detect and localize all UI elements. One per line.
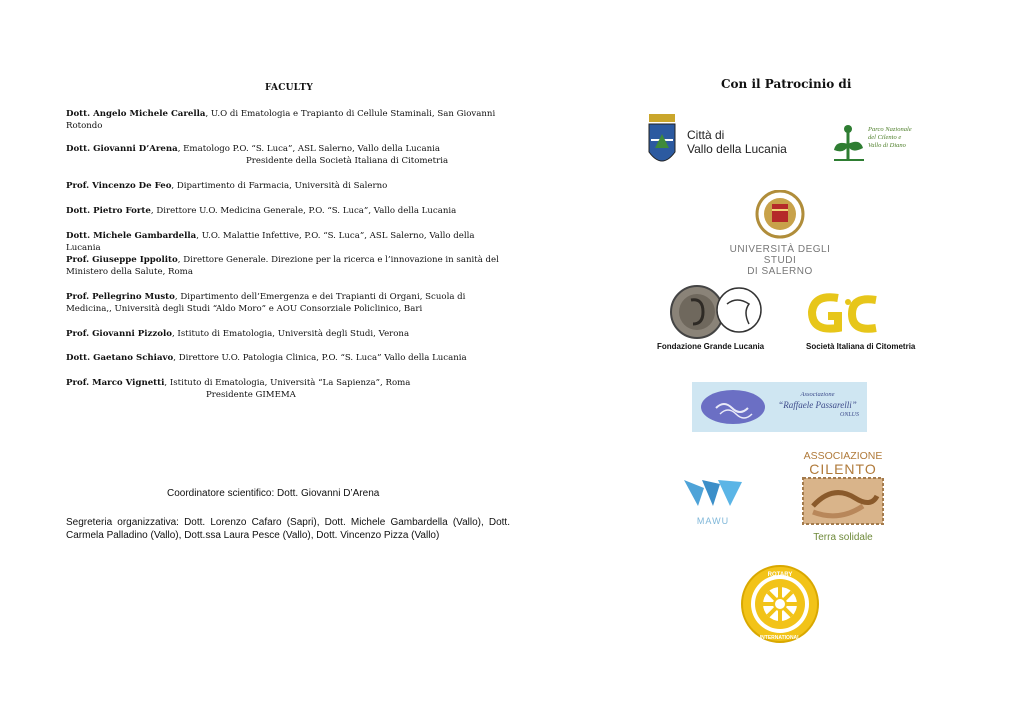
unisa-line2: DI SALERNO <box>747 266 813 277</box>
faculty-extra: Presidente GIMEMA <box>206 389 296 400</box>
faculty-desc: , Istituto di Ematologia, Università degli Studi, Verona <box>171 329 410 339</box>
unisa-seal-icon <box>715 190 845 240</box>
faculty-name: Dott. Pietro Forte <box>66 206 151 216</box>
unisa-line1: UNIVERSITÀ DEGLI STUDI <box>729 244 831 266</box>
faculty-desc: , U.O. Malattie Infettive, P.O. “S. Luca”, ASL Salerno, Vallo della Lucania <box>66 231 475 253</box>
segreteria-organizzativa: Segreteria organizzativa: Dott. Lorenzo Cafaro (Sapri), Dott. Michele Gambardella (Vallo), Dott. Carmela Palladino (Vallo), Dott.ssa Laura Pesce (Vallo), Dott. Vincenzo Pizza (Vallo) <box>66 517 510 541</box>
faculty-entry <box>66 181 506 193</box>
faculty-entry <box>66 206 506 218</box>
faculty-name: Prof. Marco Vignetti <box>66 378 165 388</box>
mawu-logo <box>682 476 744 526</box>
faculty-desc: , Direttore U.O. Medicina Generale, P.O. “S. Luca”, Vallo della Lucania <box>150 206 457 216</box>
fondazione-medallion-icon <box>657 284 777 340</box>
fondazione-caption: Fondazione Grande Lucania <box>657 342 765 351</box>
cilento-line3: Terra solidale <box>813 532 873 543</box>
rotary-wheel-icon <box>739 563 821 645</box>
passarelli-line3: ONLUS <box>839 412 859 418</box>
faculty-desc: , Ematologo P.O. “S. Luca”, ASL Salerno, Vallo della Lucania <box>177 144 441 154</box>
faculty-name: Dott. Angelo Michele Carella <box>66 109 206 119</box>
fondazione-logo <box>657 284 777 354</box>
faculty-extra: Presidente della Società Italiana di Citometria <box>246 155 449 166</box>
faculty-entry <box>66 353 506 365</box>
parco-logo <box>830 120 915 165</box>
faculty-entry <box>66 292 506 315</box>
faculty-entry <box>66 255 506 278</box>
cilento-line1: ASSOCIAZIONE <box>803 450 883 462</box>
faculty-desc: , Dipartimento di Farmacia, Università di Salerno <box>171 181 388 191</box>
cilento-logo <box>793 450 893 546</box>
faculty-name: Dott. Michele Gambardella <box>66 231 197 241</box>
svg-text:ROTARY: ROTARY <box>767 572 793 578</box>
unisa-logo <box>715 190 845 277</box>
passarelli-logo <box>692 382 867 432</box>
faculty-desc: , U.O di Ematologia e Trapianto di Cellule Staminali, San Giovanni Rotondo <box>66 109 496 131</box>
faculty-desc: , Direttore U.O. Patologia Clinica, P.O. “S. Luca” Vallo della Lucania <box>173 353 467 363</box>
passarelli-wave-icon <box>698 388 768 426</box>
rotary-logo <box>739 563 821 645</box>
sic-logo <box>806 290 916 354</box>
sic-caption: Società Italiana di Citometria <box>806 342 916 351</box>
faculty-name: Prof. Giuseppe Ippolito <box>66 255 178 265</box>
faculty-desc: , Dipartimento dell’Emergenza e dei Trapianti di Organi, Scuola di Medicina,, Università degli Studi “Aldo Moro” e AOU Consorziale Policlinico, Bari <box>66 292 466 314</box>
faculty-entry <box>66 144 506 167</box>
mawu-text: MAWU <box>696 516 730 526</box>
faculty-name: Dott. Giovanni D’Arena <box>66 144 178 154</box>
faculty-entry <box>66 378 506 401</box>
faculty-entry <box>66 231 506 254</box>
faculty-entry <box>66 109 506 132</box>
parco-text: Parco Nazionale del Cilento e Vallo di Diano <box>868 126 912 149</box>
svg-text:INTERNATIONAL: INTERNATIONAL <box>759 635 801 641</box>
faculty-entry <box>66 329 506 341</box>
mawu-butterfly-icon <box>682 476 744 512</box>
faculty-title: FACULTY <box>265 83 313 93</box>
vallo-crest-icon <box>645 112 805 174</box>
cilento-line2: CILENTO <box>809 461 877 477</box>
faculty-desc: , Direttore Generale. Direzione per la ricerca e l’innovazione in sanità del Ministero della Salute, Roma <box>66 255 499 277</box>
faculty-desc: , Istituto di Ematologia, Università “La Sapienza”, Roma <box>164 378 411 388</box>
coordinatore-scientifico: Coordinatore scientifico: Dott. Giovanni D’Arena <box>167 488 380 499</box>
sic-logo-icon <box>806 290 886 336</box>
passarelli-line1: Associazione <box>800 391 835 398</box>
patrocinio-title: Con il Patrocinio di <box>721 77 852 91</box>
faculty-name: Prof. Vincenzo De Feo <box>66 181 172 191</box>
svg-text:Vallo della Lucania: Vallo della Lucania <box>687 142 787 156</box>
faculty-name: Dott. Gaetano Schiavo <box>66 353 174 363</box>
passarelli-line2: “Raffaele Passarelli” <box>778 400 857 410</box>
svg-text:Città di: Città di <box>687 128 725 142</box>
cilento-hands-icon <box>793 476 893 528</box>
vallo-logo <box>645 112 805 174</box>
faculty-name: Prof. Giovanni Pizzolo <box>66 329 172 339</box>
faculty-name: Prof. Pellegrino Musto <box>66 292 175 302</box>
